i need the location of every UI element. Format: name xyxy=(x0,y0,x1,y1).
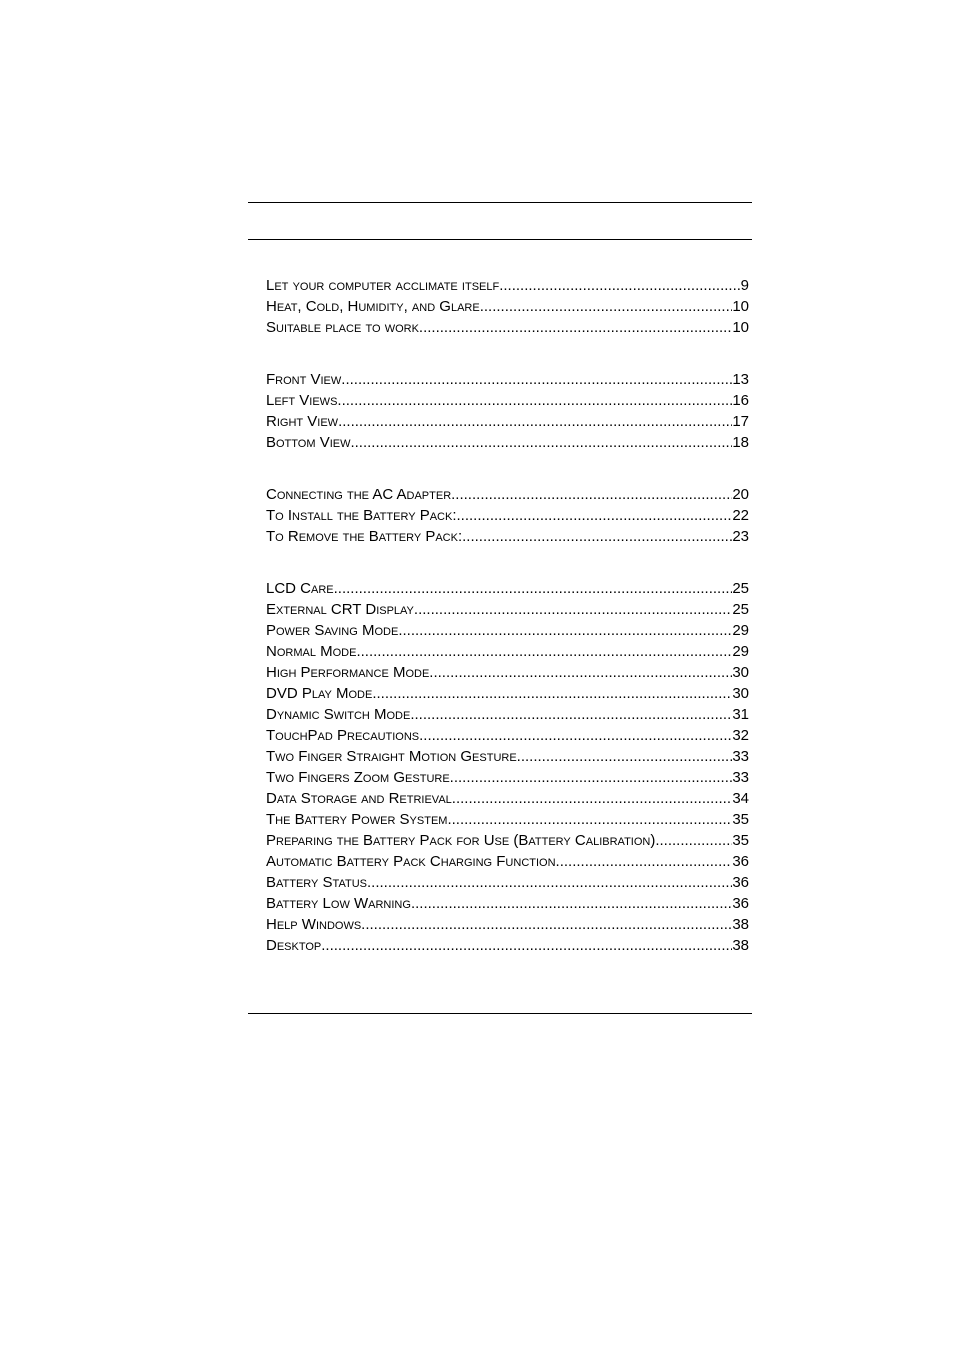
dot-leader xyxy=(419,725,732,746)
toc-entry[interactable] xyxy=(266,599,749,620)
toc-entry[interactable] xyxy=(266,641,749,662)
toc-entry-title: TouchPad Precautions xyxy=(266,727,420,744)
dot-leader xyxy=(462,526,732,547)
toc-entry-title: Normal Mode xyxy=(266,643,357,660)
dot-leader xyxy=(411,893,732,914)
toc-entry-title: External CRT Display xyxy=(266,601,414,618)
toc-entry-title: DVD Play Mode xyxy=(266,685,373,702)
toc-entry[interactable] xyxy=(266,788,749,809)
dot-leader xyxy=(321,935,732,956)
toc-entry[interactable] xyxy=(266,914,749,935)
toc-entry-page: 30 xyxy=(732,685,749,702)
toc-entry-page: 25 xyxy=(732,601,749,618)
toc-entry[interactable] xyxy=(266,390,749,411)
dot-leader xyxy=(414,599,732,620)
toc-entry-page: 10 xyxy=(732,319,749,336)
toc-entry-page: 13 xyxy=(732,371,749,388)
toc-entry-title: Dynamic Switch Mode xyxy=(266,706,411,723)
toc-entry-page: 31 xyxy=(732,706,749,723)
toc-entry-page: 29 xyxy=(732,643,749,660)
toc-entry-title: Two Finger Straight Motion Gesture xyxy=(266,748,517,765)
toc-entry[interactable] xyxy=(266,505,749,526)
toc-entry[interactable] xyxy=(266,432,749,453)
toc-group-2 xyxy=(266,369,749,453)
toc-entry-title: Data Storage and Retrieval xyxy=(266,790,452,807)
footer-rule xyxy=(248,1013,752,1014)
toc-entry-title: Battery Status xyxy=(266,874,367,891)
dot-leader xyxy=(338,411,732,432)
toc-entry-page: 36 xyxy=(732,874,749,891)
toc-entry-page: 20 xyxy=(732,486,749,503)
toc-entry-page: 32 xyxy=(732,727,749,744)
dot-leader xyxy=(517,746,733,767)
toc-entry-page: 16 xyxy=(732,392,749,409)
toc-entry-page: 25 xyxy=(732,580,749,597)
toc-entry[interactable] xyxy=(266,809,749,830)
toc-entry[interactable] xyxy=(266,275,749,296)
toc-group-1 xyxy=(266,275,749,338)
dot-leader xyxy=(410,704,732,725)
toc-entry-page: 38 xyxy=(732,937,749,954)
toc-entry-page: 10 xyxy=(732,298,749,315)
dot-leader xyxy=(334,578,733,599)
toc-entry-title: Help Windows xyxy=(266,916,362,933)
toc-entry[interactable] xyxy=(266,935,749,956)
toc-entry-page: 30 xyxy=(732,664,749,681)
dot-leader xyxy=(499,275,740,296)
toc-entry-title: To Install the Battery Pack: xyxy=(266,507,457,524)
toc-entry[interactable] xyxy=(266,893,749,914)
toc-entry[interactable] xyxy=(266,725,749,746)
dot-leader xyxy=(337,390,732,411)
toc-entry-title: Left Views xyxy=(266,392,338,409)
toc-entry-title: Front View xyxy=(266,371,342,388)
dot-leader xyxy=(556,851,733,872)
dot-leader xyxy=(452,788,733,809)
dot-leader xyxy=(372,683,732,704)
table-of-contents xyxy=(266,275,749,956)
dot-leader xyxy=(419,317,732,338)
toc-entry-page: 34 xyxy=(732,790,749,807)
toc-entry-page: 33 xyxy=(732,748,749,765)
toc-entry[interactable] xyxy=(266,683,749,704)
dot-leader xyxy=(447,809,732,830)
toc-entry-page: 36 xyxy=(732,853,749,870)
toc-entry-page: 29 xyxy=(732,622,749,639)
toc-entry[interactable] xyxy=(266,296,749,317)
toc-entry[interactable] xyxy=(266,767,749,788)
toc-entry-title: Desktop xyxy=(266,937,322,954)
toc-group-3 xyxy=(266,484,749,547)
toc-entry-page: 33 xyxy=(732,769,749,786)
toc-entry-title: Connecting the AC Adapter xyxy=(266,486,452,503)
toc-entry[interactable] xyxy=(266,317,749,338)
toc-entry[interactable] xyxy=(266,620,749,641)
toc-entry-title: Bottom View xyxy=(266,434,351,451)
dot-leader xyxy=(356,641,732,662)
toc-entry-page: 17 xyxy=(732,413,749,430)
toc-entry-title: Power Saving Mode xyxy=(266,622,399,639)
dot-leader xyxy=(367,872,732,893)
top-rule xyxy=(248,202,752,203)
toc-entry[interactable] xyxy=(266,484,749,505)
dot-leader xyxy=(341,369,732,390)
toc-entry-title: Automatic Battery Pack Charging Function xyxy=(266,853,556,870)
dot-leader xyxy=(398,620,732,641)
toc-entry-page: 22 xyxy=(732,507,749,524)
toc-entry-page: 23 xyxy=(732,528,749,545)
dot-leader xyxy=(361,914,732,935)
toc-entry-title: Right View xyxy=(266,413,339,430)
toc-entry-title: Preparing the Battery Pack for Use (Battery Calibration) xyxy=(266,832,656,849)
toc-entry-page: 36 xyxy=(732,895,749,912)
toc-entry-title: High Performance Mode xyxy=(266,664,430,681)
toc-entry[interactable] xyxy=(266,851,749,872)
toc-entry-title: LCD Care xyxy=(266,580,334,597)
toc-entry[interactable] xyxy=(266,704,749,725)
toc-entry-title: To Remove the Battery Pack: xyxy=(266,528,463,545)
toc-entry[interactable] xyxy=(266,746,749,767)
dot-leader xyxy=(429,662,732,683)
toc-entry[interactable] xyxy=(266,578,749,599)
toc-entry[interactable] xyxy=(266,872,749,893)
dot-leader xyxy=(457,505,733,526)
toc-entry-page: 35 xyxy=(732,832,749,849)
toc-entry[interactable] xyxy=(266,830,749,851)
toc-entry[interactable] xyxy=(266,411,749,432)
toc-entry-title: Two Fingers Zoom Gesture xyxy=(266,769,450,786)
toc-entry-title: Battery Low Warning xyxy=(266,895,411,912)
toc-entry-page: 18 xyxy=(732,434,749,451)
toc-entry-title: Let your computer acclimate itself xyxy=(266,277,500,294)
toc-entry-page: 35 xyxy=(732,811,749,828)
toc-entry-title: The Battery Power System xyxy=(266,811,448,828)
toc-entry[interactable] xyxy=(266,369,749,390)
dot-leader xyxy=(451,484,732,505)
toc-entry-page: 9 xyxy=(740,277,749,294)
toc-group-4 xyxy=(266,578,749,956)
toc-entry[interactable] xyxy=(266,526,749,547)
toc-entry-title: Suitable place to work xyxy=(266,319,419,336)
toc-entry[interactable] xyxy=(266,662,749,683)
dot-leader xyxy=(655,830,732,851)
dot-leader xyxy=(450,767,733,788)
toc-entry-page: 38 xyxy=(732,916,749,933)
dot-leader xyxy=(350,432,732,453)
header-rule xyxy=(248,239,752,240)
dot-leader xyxy=(480,296,733,317)
toc-entry-title: Heat, Cold, Humidity, and Glare xyxy=(266,298,480,315)
